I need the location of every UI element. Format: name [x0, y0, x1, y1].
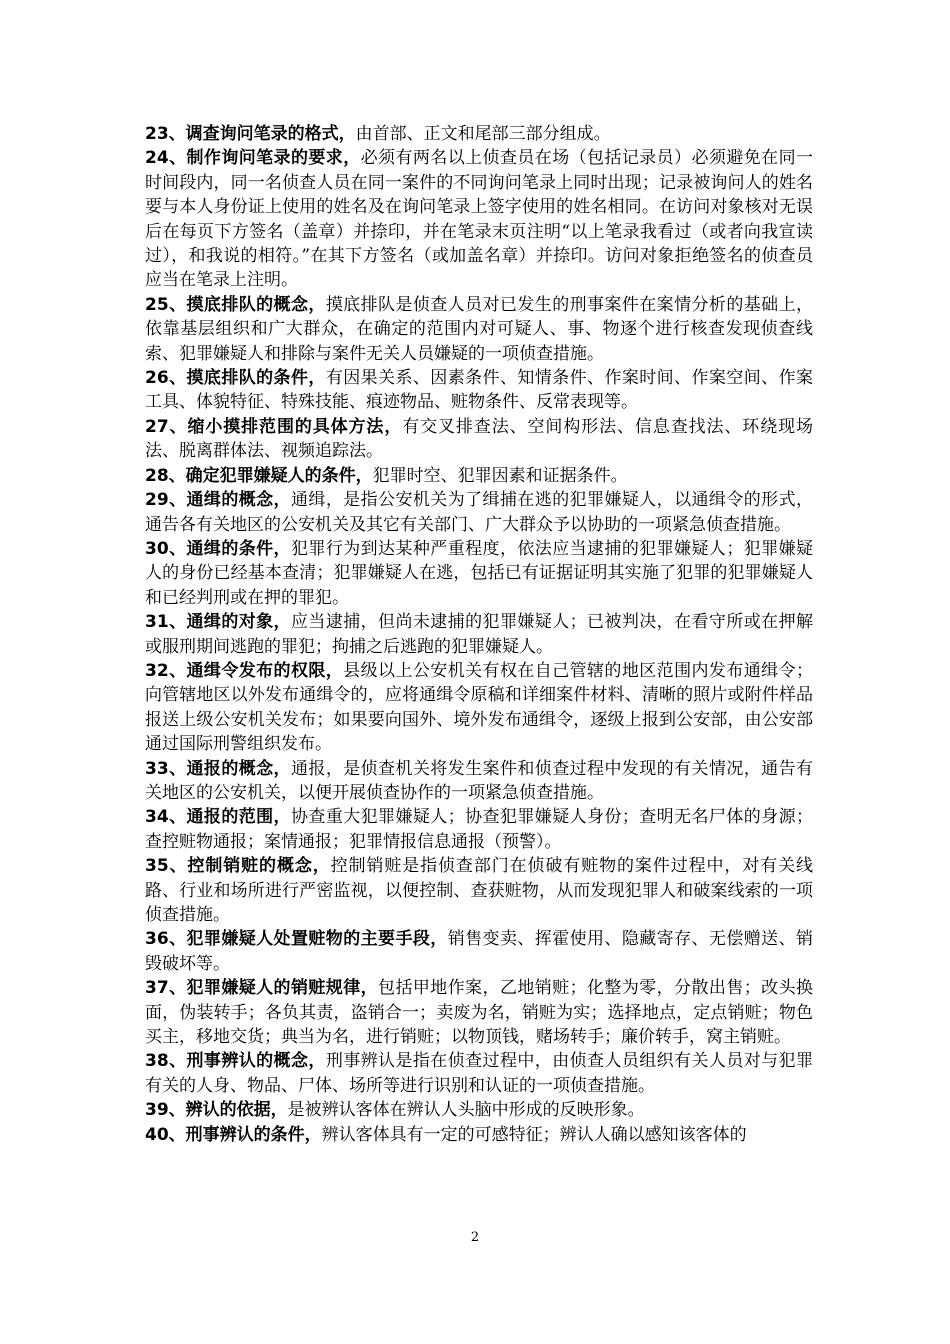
term-heading: 32、通缉令发布的权限， [145, 660, 344, 681]
term-heading: 35、控制销赃的概念， [145, 856, 331, 877]
paragraph-text: 有交叉排查法、空间构形法、信息查找法、环绕现场法、脱离群体法、视频追踪法。 [145, 416, 813, 462]
term-heading: 29、通缉的概念， [145, 490, 291, 511]
paragraph-29 [145, 488, 813, 537]
paragraph-text: 销售变卖、挥霍使用、隐藏寄存、无偿赠送、销毁破坏等。 [145, 929, 813, 974]
term-heading: 28、确定犯罪嫌疑人的条件， [145, 465, 373, 486]
term-heading: 34、通报的范围， [145, 807, 291, 828]
paragraph-text: 犯罪行为到达某种严重程度，依法应当逮捕的犯罪嫌疑人；犯罪嫌疑人的身份已经基本查清；犯罪嫌疑人在逃，包括已有证据证明其实施了犯罪的犯罪嫌疑人和已经判刑或在押的罪犯。 [145, 538, 813, 608]
paragraph-35 [145, 854, 813, 927]
paragraph-text: 摸底排队是侦查人员对已发生的刑事案件在案情分析的基础上，依靠基层组织和广大群众，在确定的范围内对可疑人、事、物逐个进行核查发现侦查线索、犯罪嫌疑人和排除与案件无关人员嫌疑的一项侦查措施。 [145, 294, 813, 364]
paragraph-30 [145, 537, 813, 610]
term-heading: 33、通报的概念， [145, 758, 291, 779]
paragraph-text: 县级以上公安机关有权在自己管辖的地区范围内发布通缉令；向管辖地区以外发布通缉令的，应将通缉令原稿和详细案件材料、清晰的照片或附件样品报送上级公安机关发布；如果要向国外、境外发布通缉令，逐级上报到公安部，由公安部通过国际刑警组织发布。 [145, 660, 813, 755]
term-heading: 39、辨认的依据， [145, 1100, 288, 1121]
term-heading: 25、摸底排队的概念， [145, 294, 326, 315]
paragraph-39 [145, 1098, 813, 1122]
term-heading: 26、摸底排队的条件， [145, 368, 326, 389]
paragraph-text: 通缉，是指公安机关为了缉捕在逃的犯罪嫌疑人，以通缉令的形式，通告各有关地区的公安机关及其它有关部门、广大群众予以协助的一项紧急侦查措施。 [145, 490, 813, 535]
paragraph-text: 刑事辨认是指在侦查过程中，由侦查人员组织有关人员对与犯罪有关的人身、物品、尸体、场所等进行识别和认证的一项侦查措施。 [145, 1051, 813, 1096]
paragraph-text: 辨认客体具有一定的可感特征；辨认人确以感知该客体的 [321, 1124, 747, 1145]
paragraph-33 [145, 757, 813, 806]
paragraph-25 [145, 293, 813, 366]
paragraph-text: 协查重大犯罪嫌疑人；协查犯罪嫌疑人身份；查明无名尸体的身源；查控赃物通报；案情通报；犯罪情报信息通报（预警）。 [145, 807, 813, 852]
page-number: 2 [470, 1230, 480, 1245]
paragraph-23 [145, 122, 813, 146]
term-heading: 31、通缉的对象， [145, 612, 291, 633]
term-heading: 38、刑事辨认的概念， [145, 1051, 326, 1072]
paragraph-text: 由首部、正文和尾部三部分组成。 [355, 124, 611, 144]
paragraph-28 [145, 464, 813, 488]
paragraph-text: 必须有两名以上侦查员在场（包括记录员）必须避免在同一时间段内，同一名侦查人员在同一案件的不同询问笔录上同时出现；记录被询问人的姓名要与本人身份证上使用的姓名及在询问笔录上签字使用的姓名相同。在访问对象核对无误后在每页下方签名（盖章）并捺印，并在笔录末页注明“以上笔录我看过（或者向我宣读过），和我说的相符。”在其下方签名（或加盖名章）并捺印。访问对象拒绝签名的侦查员应当在笔录上注明。 [145, 148, 813, 291]
document-body [145, 122, 813, 1147]
paragraph-text: 是被辨认客体在辨认人头脑中形成的反映形象。 [287, 1100, 645, 1121]
paragraph-37 [145, 976, 813, 1049]
term-heading: 23、调查询问笔录的格式， [145, 124, 356, 144]
paragraph-40 [145, 1123, 813, 1147]
term-heading: 40、刑事辨认的条件， [145, 1124, 322, 1145]
paragraph-27 [145, 415, 813, 464]
paragraph-text: 包括甲地作案，乙地销赃；化整为零，分散出售；改头换面，伪装转手；各负其责，盗销合一；卖废为名，销赃为实；选择地点，定点销赃；物色买主，移地交货；典当为名，进行销赃；以物顶钱，赌场转手；廉价转手，窝主销赃。 [145, 978, 813, 1048]
paragraph-text: 有因果关系、因素条件、知情条件、作案时间、作案空间、作案工具、体貌特征、特殊技能、痕迹物品、赃物条件、反常表现等。 [145, 368, 813, 413]
paragraph-text: 应当逮捕，但尚未逮捕的犯罪嫌疑人；已被判决，在看守所或在押解或服刑期间逃跑的罪犯；拘捕之后逃跑的犯罪嫌疑人。 [145, 612, 813, 657]
paragraph-31 [145, 610, 813, 659]
term-heading: 27、缩小摸排范围的具体方法， [145, 416, 403, 437]
paragraph-26 [145, 366, 813, 415]
term-heading: 37、犯罪嫌疑人的销赃规律， [145, 978, 379, 999]
paragraph-36 [145, 927, 813, 976]
paragraph-text: 犯罪时空、犯罪因素和证据条件。 [372, 465, 628, 486]
term-heading: 30、通缉的条件， [145, 538, 291, 559]
term-heading: 24、制作询问笔录的要求， [145, 148, 361, 169]
paragraph-38 [145, 1049, 813, 1098]
paragraph-text: 通报，是侦查机关将发生案件和侦查过程中发现的有关情况，通告有关地区的公安机关，以便开展侦查协作的一项紧急侦查措施。 [145, 758, 813, 803]
paragraph-24 [145, 146, 813, 292]
term-heading: 36、犯罪嫌疑人处置赃物的主要手段， [145, 929, 448, 950]
paragraph-34 [145, 805, 813, 854]
paragraph-text: 控制销赃是指侦查部门在侦破有赃物的案件过程中，对有关线路、行业和场所进行严密监视，以便控制、查获赃物，从而发现犯罪人和破案线索的一项侦查措施。 [145, 856, 813, 925]
paragraph-32 [145, 659, 813, 757]
